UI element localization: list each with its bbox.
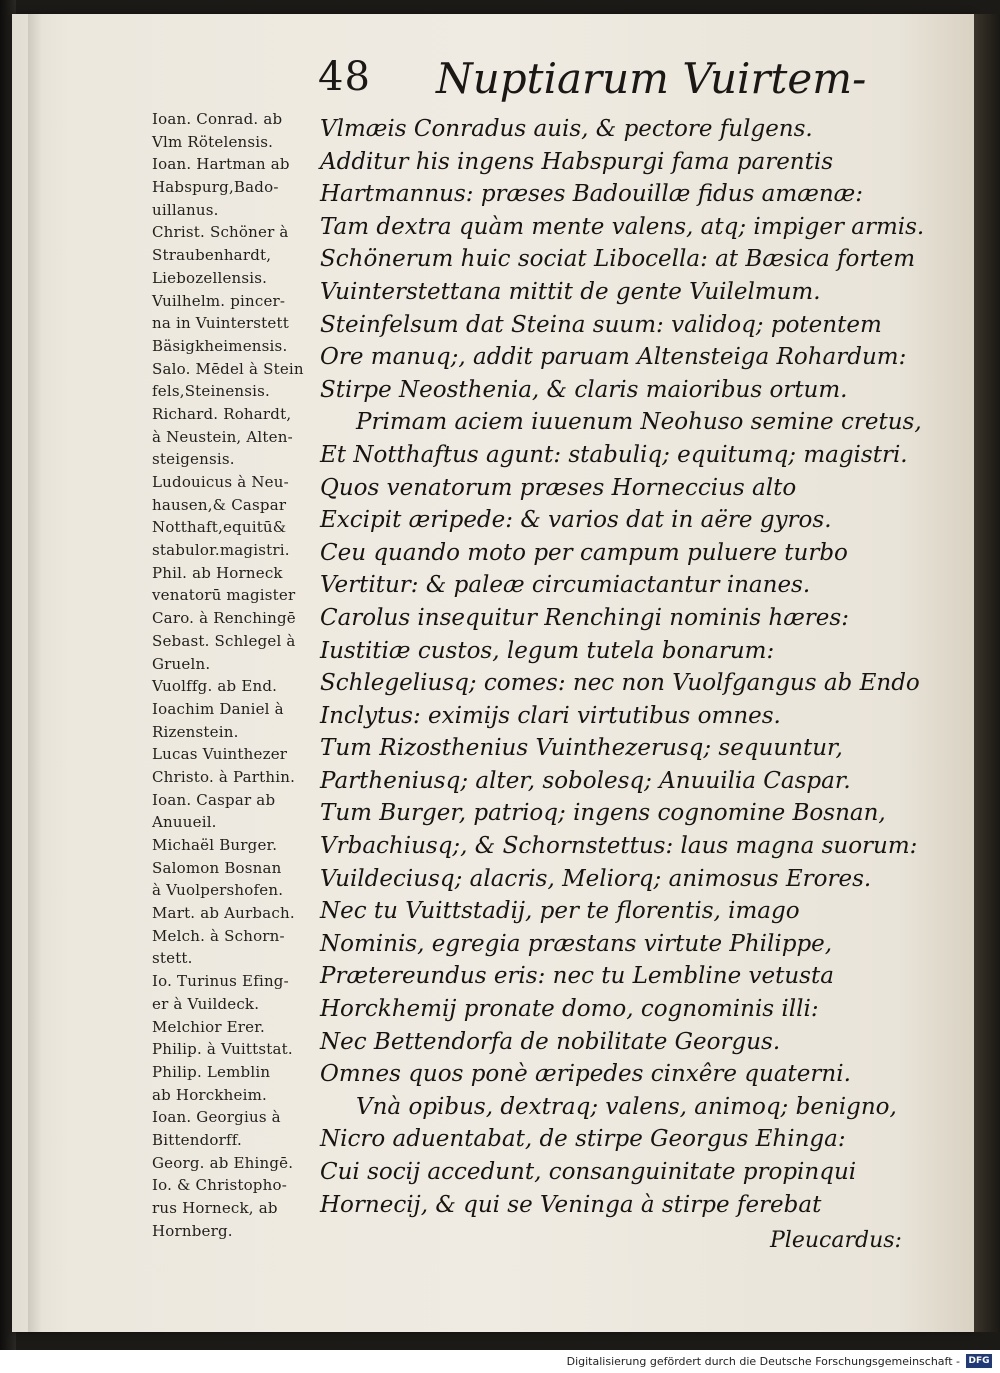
verse-line: Vuildeciusq; alacris, Meliorq; animosus Erores. <box>320 865 872 892</box>
page-edge-right <box>974 14 1000 1332</box>
margin-note-line: Ioan. Hartman ab <box>152 155 290 174</box>
margin-note-line: Ioan. Georgius à <box>152 1108 281 1127</box>
verse-line: Vrbachiusq;, & Schornstettus: laus magna suorum: <box>320 833 918 860</box>
margin-note-line: Phil. ab Horneck <box>152 563 283 582</box>
margin-note-line: Michaël Burger. <box>152 836 278 854</box>
margin-note-line: Straubenhardt, <box>152 246 272 265</box>
verse-line: Quos venatorum præses Horneccius alto <box>320 474 797 501</box>
page-header <box>318 54 867 110</box>
verse-line: Prætereundus eris: nec tu Lembline vetusta <box>320 963 834 990</box>
verse-line: Tum Burger, patrioq; ingens cognomine Bosnan, <box>320 800 886 827</box>
verse-line: Additur his ingens Habspurgi fama parentis <box>320 148 834 175</box>
margin-note-line: Ioan. Conrad. ab <box>152 110 283 128</box>
verse-line: Schlegeliusq; comes: nec non Vuolfgangus ab Endo <box>320 670 920 697</box>
margin-note-line: à Neustein, Alten- <box>152 427 293 446</box>
verse-line: Nec tu Vuittstadij, per te florentis, imago <box>320 898 800 925</box>
verse-line: Cui socij accedunt, consanguinitate propinqui <box>320 1159 857 1185</box>
verse-line: Vlmæis Conradus auis, & pectore fulgens. <box>320 116 813 142</box>
margin-note-line: Melch. à Schorn- <box>152 926 285 945</box>
margin-note-line: Ludouicus à Neu- <box>152 473 289 491</box>
verse-line: Excipit æripede: & varios dat in aëre gyros. <box>320 507 832 534</box>
verse-line: Nec Bettendorfa de nobilitate Georgus. <box>320 1028 781 1055</box>
verse-line: Iustitiæ custos, legum tutela bonarum: <box>320 637 775 664</box>
verse-line: Ore manuq;, addit paruam Altensteiga Rohardum: <box>320 344 907 371</box>
margin-note-line: Rizenstein. <box>152 722 239 741</box>
margin-note-line: Sebast. Schlegel à <box>152 631 296 650</box>
margin-note-line: Habspurg,Bado- <box>152 178 279 197</box>
verse-line: Partheniusq; alter, sobolesq; Anuuilia Caspar. <box>320 767 851 794</box>
verse-line: Vnà opibus, dextraq; valens, animoq; benigno, <box>356 1093 897 1120</box>
margin-note-line: Io. Turinus Efing- <box>152 972 289 991</box>
verse-line: Ceu quando moto per campum puluere turbo <box>320 539 848 566</box>
digitization-credit: Digitalisierung gefördert durch die Deutsche Forschungsgemeinschaft - <box>566 1355 960 1368</box>
running-title: Nuptiarum Vuirtem- <box>436 54 867 103</box>
margin-note-line: steigensis. <box>152 450 235 469</box>
margin-note-line: Lucas Vuinthezer <box>152 745 288 764</box>
margin-note-line: Melchior Erer. <box>152 1017 265 1036</box>
margin-note-line: Christ. Schöner à <box>152 223 289 242</box>
margin-note-line: Bittendorff. <box>152 1130 242 1149</box>
verse-line: Stirpe Neosthenia, & claris maioribus ortum. <box>320 376 848 403</box>
verse-line: Nominis, egregia præstans virtute Philippe, <box>320 930 833 957</box>
margin-note-line: Anuueil. <box>152 813 217 832</box>
verse-text <box>320 113 925 1221</box>
margin-note-line: Vuolffg. ab End. <box>152 677 278 696</box>
verse-line: Horckhemij pronate domo, cognominis illi: <box>320 996 819 1023</box>
margin-note-line: Ioachim Daniel à <box>152 699 284 718</box>
margin-note-line: Vuilhelm. pincer- <box>152 291 286 310</box>
margin-note-line: Richard. Rohardt, <box>152 404 292 423</box>
catchword: Pleucardus: <box>770 1228 902 1253</box>
margin-notes <box>152 108 328 1242</box>
verse-line: Nicro aduentabat, de stirpe Georgus Ehinga: <box>320 1126 846 1153</box>
margin-note-line: à Vuolpershofen. <box>152 881 284 900</box>
margin-note-line: Vlm Rötelensis. <box>152 132 274 151</box>
margin-note-line: Bäsigkheimensis. <box>152 336 288 355</box>
margin-note-line: Christo. à Parthin. <box>152 767 296 786</box>
margin-note-line: Io. & Christopho- <box>152 1176 287 1195</box>
margin-note-line: Caro. à Renchingē <box>152 609 296 628</box>
margin-note-line: venatorū magister <box>152 586 296 605</box>
margin-note-line: ab Horckheim. <box>152 1085 268 1104</box>
gutter-shadow <box>28 14 42 1332</box>
margin-note-line: Philip. Lemblin <box>152 1062 271 1081</box>
margin-note-line: Notthaft,equitū& <box>152 518 287 537</box>
verse-line: Omnes quos ponè æripedes cinxêre quaterni. <box>320 1061 851 1088</box>
margin-note-line: Liebozellensis. <box>152 268 268 287</box>
verse-line: Vertitur: & paleæ circumiactantur inanes. <box>320 572 811 599</box>
margin-note-line: Philip. à Vuittstat. <box>152 1040 293 1059</box>
verse-line: Schönerum huic sociat Libocella: at Bæsica fortem <box>320 246 916 273</box>
verse-line: Tum Rizosthenius Vuinthezerusq; sequuntur, <box>320 735 843 762</box>
margin-note-line: Salo. Mēdel à Stein <box>152 359 304 378</box>
margin-note-line: Hornberg. <box>152 1221 233 1240</box>
margin-note-line: Georg. ab Ehingē. <box>152 1153 294 1172</box>
dfg-logo: DFG <box>966 1354 992 1368</box>
verse-line: Carolus insequitur Renchingi nominis hæres: <box>320 604 849 631</box>
verse-line: Tam dextra quàm mente valens, atq; impiger armis. <box>320 213 925 240</box>
margin-note-line: uillanus. <box>152 200 219 219</box>
margin-note-line: Mart. ab Aurbach. <box>152 904 295 923</box>
page-number: 48 <box>318 54 371 100</box>
margin-note-line: Ioan. Caspar ab <box>152 790 276 809</box>
verse-line: Hornecij, & qui se Veninga à stirpe ferebat <box>320 1191 822 1218</box>
margin-note-line: rus Horneck, ab <box>152 1199 278 1217</box>
margin-note-line: na in Vuinterstett <box>152 314 289 333</box>
margin-note-line: fels,Steinensis. <box>152 382 271 401</box>
verse-line: Hartmannus: præses Badouillæ fidus amænæ: <box>320 181 864 208</box>
verse-line: Inclytus: eximijs clari virtutibus omnes. <box>320 702 781 729</box>
verse-line: Primam aciem iuuenum Neohuso semine cretus, <box>356 409 922 436</box>
margin-note-line: stett. <box>152 949 193 968</box>
verse-line: Vuinterstettana mittit de gente Vuilelmum. <box>320 278 821 305</box>
footer-bar <box>0 1350 1000 1373</box>
margin-note-line: Grueln. <box>152 654 211 673</box>
margin-note-line: hausen,& Caspar <box>152 495 287 514</box>
verse-line: Et Notthaftus agunt: stabuliq; equitumq; magistri. <box>320 441 908 468</box>
margin-note-line: stabulor.magistri. <box>152 541 290 560</box>
margin-note-line: er à Vuildeck. <box>152 994 260 1013</box>
margin-note-line: Salomon Bosnan <box>152 858 282 877</box>
verse-line: Steinfelsum dat Steina suum: validoq; potentem <box>320 311 882 338</box>
